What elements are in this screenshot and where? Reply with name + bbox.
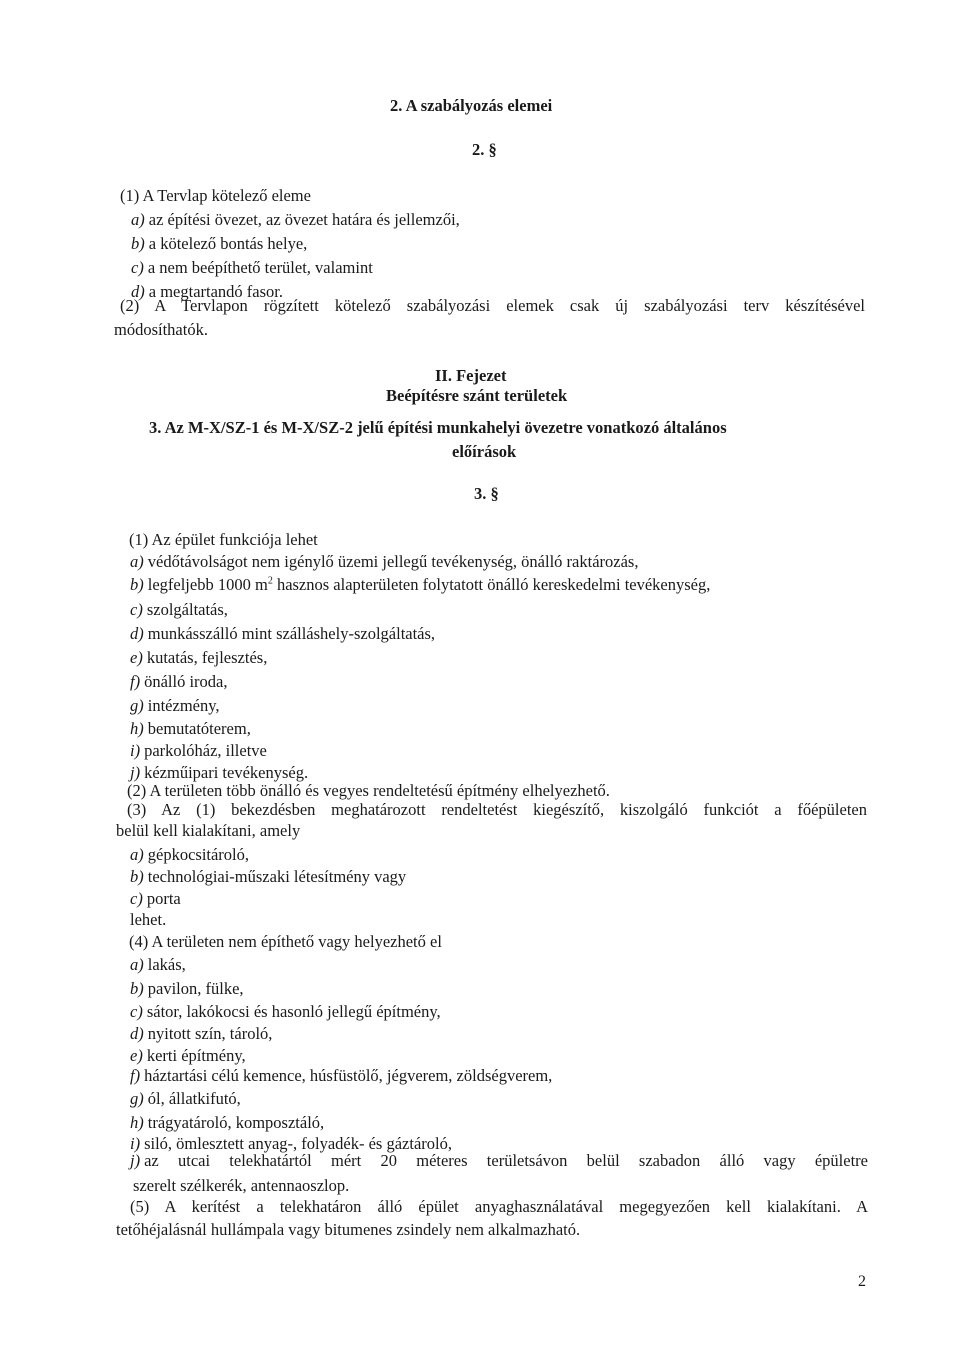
list-item: h) trágyatároló, komposztáló, (130, 1113, 325, 1132)
paragraph-3-3-line2: belül kell kialakítani, amely (116, 821, 301, 840)
list-item: h) bemutatóterem, (130, 719, 251, 738)
list-item: a) védőtávolságot nem igénylő üzemi jellegű tevékenység, önálló raktározás, (130, 552, 639, 571)
list-item: f) háztartási célú kemence, húsfüstölő, jégverem, zöldségverem, (130, 1066, 553, 1085)
list-item: e) kutatás, fejlesztés, (130, 648, 268, 667)
paragraph-2-2-line2: módosíthatók. (114, 320, 208, 339)
chapter-title-2: Beépítésre szánt területek (386, 386, 568, 405)
list-item: g) intézmény, (130, 696, 220, 715)
list-item: b) technológiai-műszaki létesítmény vagy (130, 867, 407, 886)
list-item: b) pavilon, fülke, (130, 979, 244, 998)
list-item: e) kerti építmény, (130, 1046, 246, 1065)
paragraph-2-1-intro: (1) A Tervlap kötelező eleme (120, 186, 311, 205)
paragraph-3-3-end: lehet. (130, 910, 167, 929)
list-item: j) kézműipari tevékenység. (130, 763, 309, 782)
list-item: i) siló, ömlesztett anyag-, folyadék- és gáztároló, (130, 1134, 452, 1153)
paragraph-3-5-line2: tetőhéjalásnál hullámpala vagy bitumenes zsindely nem alkalmazható. (116, 1220, 581, 1239)
list-item: a) lakás, (130, 955, 186, 974)
paragraph-3-1-intro: (1) Az épület funkciója lehet (129, 530, 318, 549)
section-3-marker: 3. § (474, 484, 499, 503)
list-item: g) ól, állatkifutó, (130, 1089, 241, 1108)
paragraph-3-2: (2) A területen több önálló és vegyes rendeltetésű építmény elhelyezhető. (127, 781, 610, 800)
paragraph-3-4-intro: (4) A területen nem építhető vagy helyezhető el (129, 932, 442, 951)
list-item: c) a nem beépíthető terület, valamint (131, 258, 373, 277)
list-item: f) önálló iroda, (130, 672, 228, 691)
list-item: a) az építési övezet, az övezet határa és jellemzői, (131, 210, 460, 229)
list-item: d) munkásszálló mint szálláshely-szolgáltatás, (130, 624, 436, 643)
list-item: d) a megtartandó fasor. (131, 282, 283, 301)
chapter-label: II. Fejezet (435, 366, 507, 385)
list-item: b) a kötelező bontás helye, (131, 234, 308, 253)
list-item: c) sátor, lakókocsi és hasonló jellegű építmény, (130, 1002, 441, 1021)
section-2-marker: 2. § (472, 140, 497, 159)
paragraph-3-5-line1: (5) A kerítést a telekhatáron álló épület anyaghasználatával megegyezően kell kialakítani. A (130, 1197, 868, 1216)
list-item: a) gépkocsitároló, (130, 845, 250, 864)
paragraph-3-3-line1: (3) Az (1) bekezdésben meghatározott rendeltetést kiegészítő, kiszolgáló funkciót a főépületen (127, 800, 867, 819)
list-item: d) nyitott szín, tároló, (130, 1024, 273, 1043)
list-item: i) parkolóház, illetve (130, 741, 267, 760)
list-item: c) porta (130, 889, 181, 908)
chapter-title: 2. A szabályozás elemei (390, 96, 553, 115)
list-item: c) szolgáltatás, (130, 600, 228, 619)
list-item: b) legfeljebb 1000 $m^2$ hasznos alapterületen folytatott önálló kereskedelmi tevékenység, (130, 575, 711, 594)
subchapter-title-line2: előírások (452, 442, 517, 461)
page-number: 2 (858, 1273, 866, 1290)
list-item-continuation: szerelt szélkerék, antennaoszlop. (133, 1176, 350, 1195)
paragraph-2-2-line1: (2) A Tervlapon rögzített kötelező szabályozási elemek csak új szabályozási terv készítésével (120, 296, 865, 315)
list-item: j) az utcai telekhatártól mért 20 méteres területsávon belül szabadon álló vagy épületre (130, 1151, 868, 1170)
subchapter-title-line1: 3. Az M-X/SZ-1 és M-X/SZ-2 jelű építési munkahelyi övezetre vonatkozó általános (149, 418, 727, 437)
